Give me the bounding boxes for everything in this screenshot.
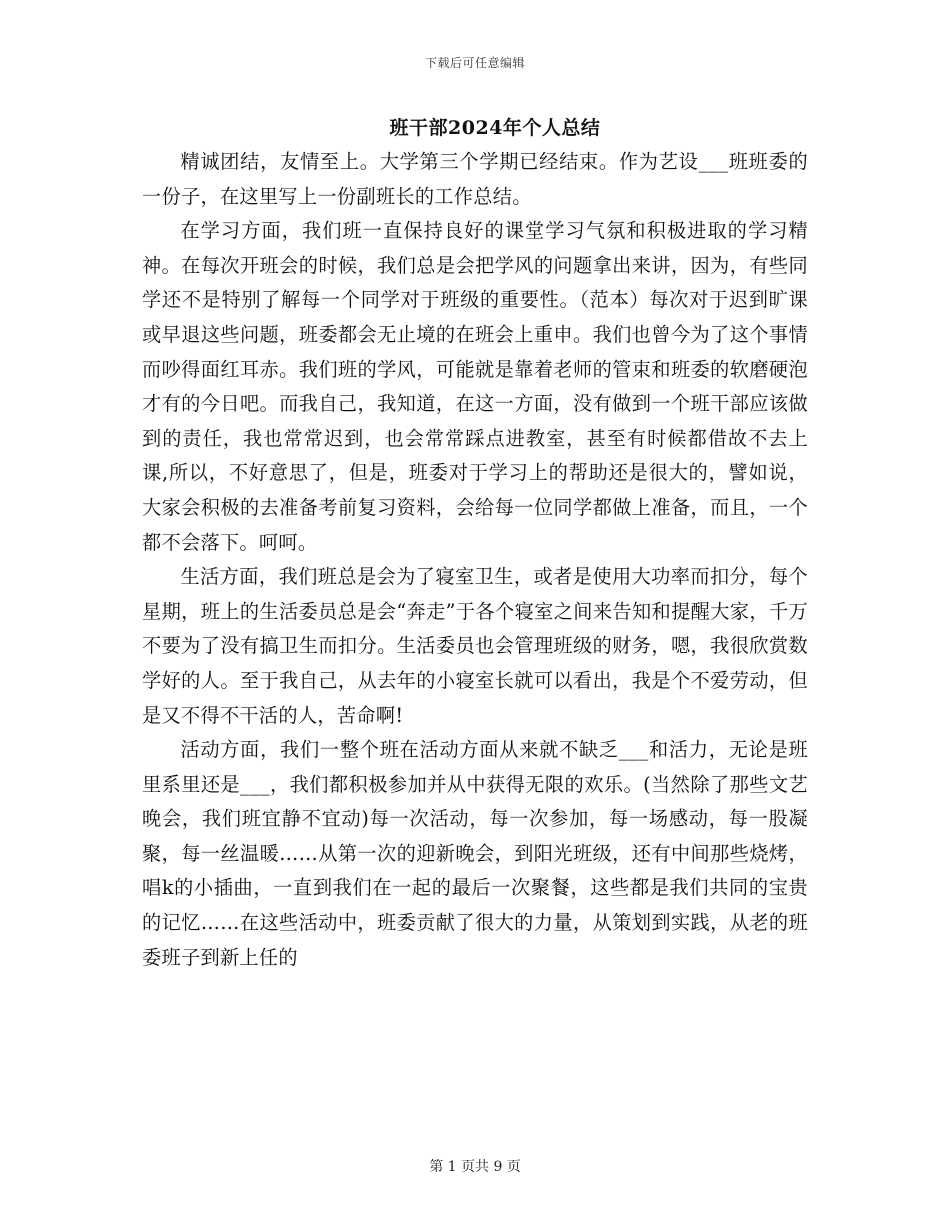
paragraph-study: 在学习方面，我们班一直保持良好的课堂学习气氛和积极进取的学习精神。在每次开班会的时候，我们总是会把学风的问题拿出来讲，因为，有些同学还不是特别了解每一个同学对于班级的重要性。（范本）每次对于迟到旷课或早退这些问题，班委都会无止境的在班会上重申。我们也曾今为了这个事情而吵得面红耳赤。我们班的学风，可能就是靠着老师的管束和班委的软磨硬泡才有的今日吧。而我自己，我知道，在这一方面，没有做到一个班干部应该做到的责任，我也常常迟到，也会常常踩点进教室，甚至有时候都借故不去上课,所以，不好意思了，但是，班委对于学习上的帮助还是很大的，譬如说，大家会积极的去准备考前复习资料，会给每一位同学都做上准备，而且，一个都不会落下。呵呵。 <box>142 219 808 554</box>
document-body <box>142 145 808 975</box>
page-number: 第 1 页共 9 页 <box>429 1159 521 1175</box>
document-title: 班干部2024年个人总结 <box>389 117 601 139</box>
paragraph-life: 生活方面，我们班总是会为了寝室卫生，或者是使用大功率而扣分，每个星期，班上的生活委员总是会“奔走”于各个寝室之间来告知和提醒大家，千万不要为了没有搞卫生而扣分。生活委员也会管理班级的财务，嗯，我很欣赏数学好的人。至于我自己，从去年的小寝室长就可以看出，我是个不爱劳动，但是又不得不干活的人，苦命啊! <box>142 565 808 727</box>
header-note: 下载后可任意编辑 <box>424 56 525 70</box>
paragraph-intro: 精诚团结，友情至上。大学第三个学期已经结束。作为艺设___班班委的一份子，在这里写上一份副班长的工作总结。 <box>142 150 808 208</box>
paragraph-activities: 活动方面，我们一整个班在活动方面从来就不缺乏___和活力，无论是班里系里还是___，我们都积极参加并从中获得无限的欢乐。(当然除了那些文艺晚会，我们班宜静不宜动)每一次活动，每一次参加，每一场感动，每一股凝聚，每一丝温暖……从第一次的迎新晚会，到阳光班级，还有中间那些烧烤，唱k的小插曲，一直到我们在一起的最后一次聚餐，这些都是我们共同的宝贵的记忆……在这些活动中，班委贡献了很大的力量，从策划到实践，从老的班委班子到新上任的 <box>142 738 808 969</box>
